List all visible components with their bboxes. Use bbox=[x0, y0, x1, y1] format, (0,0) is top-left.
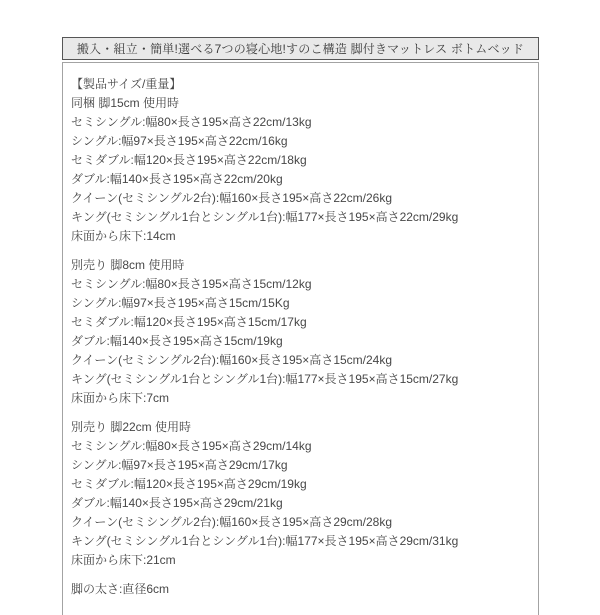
spec-group-heading: 別売り 脚8cm 使用時 bbox=[71, 258, 185, 272]
spec-line-semi-single: セミシングル:幅80×長さ195×高さ22cm/13kg bbox=[71, 115, 312, 129]
spec-line-queen: クイーン(セミシングル2台):幅160×長さ195×高さ22cm/26kg bbox=[71, 191, 393, 205]
spec-group-optional-leg-8cm bbox=[71, 256, 530, 408]
spec-line-semi-double: セミダブル:幅120×長さ195×高さ29cm/19kg bbox=[71, 477, 307, 491]
spec-line-underbed-clearance: 床面から床下:7cm bbox=[71, 391, 170, 405]
spec-group-heading: 同梱 脚15cm 使用時 bbox=[71, 96, 180, 110]
product-title: 搬入・組立・簡単!選べる7つの寝心地!すのこ構造 脚付きマットレス ボトムベッド bbox=[76, 42, 525, 56]
spec-line-single: シングル:幅97×長さ195×高さ15cm/15Kg bbox=[71, 296, 290, 310]
spec-group-included-leg-15cm bbox=[71, 94, 530, 246]
spec-section-title: 【製品サイズ/重量】 bbox=[71, 77, 182, 91]
spec-line-queen: クイーン(セミシングル2台):幅160×長さ195×高さ15cm/24kg bbox=[71, 353, 393, 367]
spec-line-semi-single: セミシングル:幅80×長さ195×高さ15cm/12kg bbox=[71, 277, 312, 291]
spec-group-optional-leg-22cm bbox=[71, 418, 530, 570]
spec-line-double: ダブル:幅140×長さ195×高さ29cm/21kg bbox=[71, 496, 283, 510]
spec-line-semi-double: セミダブル:幅120×長さ195×高さ15cm/17kg bbox=[71, 315, 307, 329]
spec-line-semi-single: セミシングル:幅80×長さ195×高さ29cm/14kg bbox=[71, 439, 312, 453]
spec-line-double: ダブル:幅140×長さ195×高さ15cm/19kg bbox=[71, 334, 283, 348]
spec-line-underbed-clearance: 床面から床下:14cm bbox=[71, 229, 176, 243]
spec-group-heading: 別売り 脚22cm 使用時 bbox=[71, 420, 192, 434]
product-title-bar bbox=[62, 37, 539, 60]
spec-line-queen: クイーン(セミシングル2台):幅160×長さ195×高さ29cm/28kg bbox=[71, 515, 393, 529]
spec-line-single: シングル:幅97×長さ195×高さ29cm/17kg bbox=[71, 458, 288, 472]
spec-line-king: キング(セミシングル1台とシングル1台):幅177×長さ195×高さ22cm/29kg bbox=[71, 210, 459, 224]
spec-line-leg-thickness: 脚の太さ:直径6cm bbox=[71, 582, 170, 596]
spec-line-double: ダブル:幅140×長さ195×高さ22cm/20kg bbox=[71, 172, 283, 186]
spec-box bbox=[62, 62, 539, 615]
spec-line-underbed-clearance: 床面から床下:21cm bbox=[71, 553, 176, 567]
spec-line-king: キング(セミシングル1台とシングル1台):幅177×長さ195×高さ15cm/27kg bbox=[71, 372, 459, 386]
spec-line-semi-double: セミダブル:幅120×長さ195×高さ22cm/18kg bbox=[71, 153, 307, 167]
spec-line-king: キング(セミシングル1台とシングル1台):幅177×長さ195×高さ29cm/31kg bbox=[71, 534, 459, 548]
spec-line-single: シングル:幅97×長さ195×高さ22cm/16kg bbox=[71, 134, 288, 148]
